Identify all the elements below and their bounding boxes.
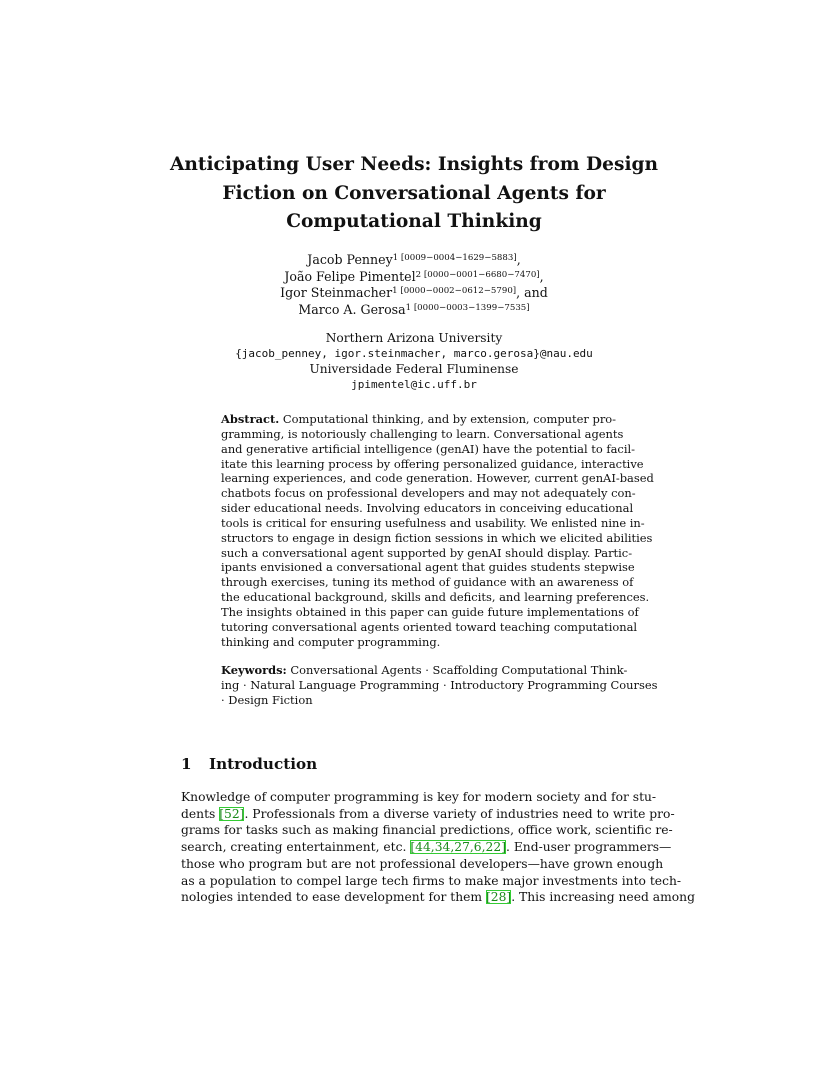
keywords-line: ing · Natural Language Programming · Introductory Programming Courses bbox=[221, 678, 658, 693]
title-line: Fiction on Conversational Agents for bbox=[222, 182, 606, 204]
abstract-line: tutoring conversational agents oriented toward teaching computational bbox=[221, 619, 638, 634]
abstract-label: Abstract. bbox=[221, 412, 280, 426]
abstract-line: The insights obtained in this paper can guide future implementations of bbox=[221, 604, 639, 619]
abstract-line: chatbots focus on professional developers and may not adequately con- bbox=[221, 486, 636, 501]
title-line: Computational Thinking bbox=[286, 211, 542, 232]
introduction-text bbox=[181, 789, 695, 906]
author: Marco A. Gerosa$^{1 [0000-0003-1399-7535]}$ bbox=[298, 301, 530, 317]
author: João Felipe Pimentel$^{2 [0000-0001-6680-7470]}$, bbox=[284, 268, 544, 284]
orcid: 1 [0009−0004−1629−5883] bbox=[392, 253, 517, 263]
author: Jacob Penney$^{1 [0009-0004-1629-5883]}$, bbox=[307, 252, 521, 267]
orcid: 1 [0000−0003−1399−7535] bbox=[405, 302, 530, 313]
body-line: dents [52]. Professionals from a diverse variety of industries need to write pro- bbox=[181, 806, 675, 821]
citation-link[interactable]: [28] bbox=[485, 890, 512, 905]
body-line: as a population to compel large tech firms to make major investments into tech- bbox=[181, 873, 682, 888]
affiliations bbox=[180, 331, 648, 393]
abstract-line: the educational background, skills and deficits, and learning preferences. bbox=[221, 590, 650, 605]
body-line: Knowledge of computer programming is key for modern society and for stu- bbox=[181, 790, 657, 804]
abstract-line: thinking and computer programming. bbox=[221, 634, 441, 649]
abstract-line: sider educational needs. Involving educators in conceiving educational bbox=[221, 501, 634, 516]
abstract-line: structors to engage in design fiction sessions in which we elicited abilities bbox=[221, 530, 653, 545]
orcid: 2 [0000−0001−6680−7470] bbox=[415, 269, 540, 280]
author-list bbox=[200, 252, 628, 318]
keywords: Keywords: Conversational Agents · Scaffolding Computational Think- ing · Natural Language Programming · Introductory Programming Courses · Design Fiction bbox=[221, 663, 658, 708]
title-line: Anticipating User Needs: Insights from Design bbox=[169, 154, 659, 175]
affiliation-1: Northern Arizona University bbox=[325, 331, 503, 345]
keywords-label: Keywords: bbox=[221, 663, 287, 677]
author: Igor Steinmacher$^{1 [0000-0002-0612-5790]}$, and bbox=[280, 285, 548, 301]
body-line: search, creating entertainment, etc. [44,34,27,6,22]. End-user programmers— bbox=[181, 840, 672, 855]
body-line: grams for tasks such as making financial predictions, office work, scientific re- bbox=[181, 823, 673, 838]
keywords-line: · Design Fiction bbox=[221, 693, 313, 708]
abstract-line: gramming, is notoriously challenging to learn. Conversational agents bbox=[221, 426, 624, 441]
email-list-1: {jacob_penney, igor.steinmacher, marco.gerosa}@nau.edu bbox=[235, 347, 593, 361]
abstract-line: such a conversational agent supported by genAI should display. Partic- bbox=[221, 545, 633, 560]
abstract-line: itate this learning process by offering personalized guidance, interactive bbox=[221, 456, 644, 471]
body-line: those who program but are not professional developers—have grown enough bbox=[181, 856, 664, 871]
abstract: Abstract. Computational thinking, and by extension, computer pro- gramming, is notoriously challenging to learn. Conversational agents and generative artificial intelligence (genAI) have the potential to facil- itate this learning process by offering personalized guidance, interactive learning experiences, and code generation. However, current genAI-based chatbots focus on professional developers and may not adequately con- sider educational needs. Involving educators in conceiving educational tools is critical for ensuring usefulness and usability. We enlisted nine in- structors to engage in design fiction sessions in which we elicited abilities such a conversational agent supported by genAI should display. Partic- ipants envisioned a conversational agent that guides students stepwise through exercises, tuning its method of guidance with an awareness of the educational background, skills and deficits, and learning preferences. The insights obtained in this paper can guide future implementations of tutoring conversational agents oriented toward teaching computational thinking and computer programming. bbox=[221, 412, 654, 649]
paper-title bbox=[150, 151, 678, 237]
orcid: 1 [0000−0002−0612−5790] bbox=[392, 286, 517, 297]
abstract-line: tools is critical for ensuring usefulness and usability. We enlisted nine in- bbox=[221, 515, 645, 530]
abstract-line: through exercises, tuning its method of guidance with an awareness of bbox=[221, 575, 634, 590]
section-number: 1 bbox=[181, 755, 192, 773]
abstract-line: ipants envisioned a conversational agent that guides students stepwise bbox=[221, 560, 635, 575]
abstract-line: and generative artificial intelligence (genAI) have the potential to facil- bbox=[221, 441, 636, 456]
citation-link[interactable]: [52] bbox=[219, 806, 245, 821]
citation-link[interactable]: [44,34,27,6,22] bbox=[410, 840, 506, 855]
email-2: jpimentel@ic.uff.br bbox=[351, 378, 477, 392]
abstract-line: learning experiences, and code generation. However, current genAI-based bbox=[221, 471, 654, 486]
section-title: Introduction bbox=[209, 755, 318, 773]
body-line: nologies intended to ease development for them [28]. This increasing need among bbox=[181, 890, 695, 905]
affiliation-2: Universidade Federal Fluminense bbox=[309, 361, 519, 376]
section-heading bbox=[181, 754, 317, 774]
